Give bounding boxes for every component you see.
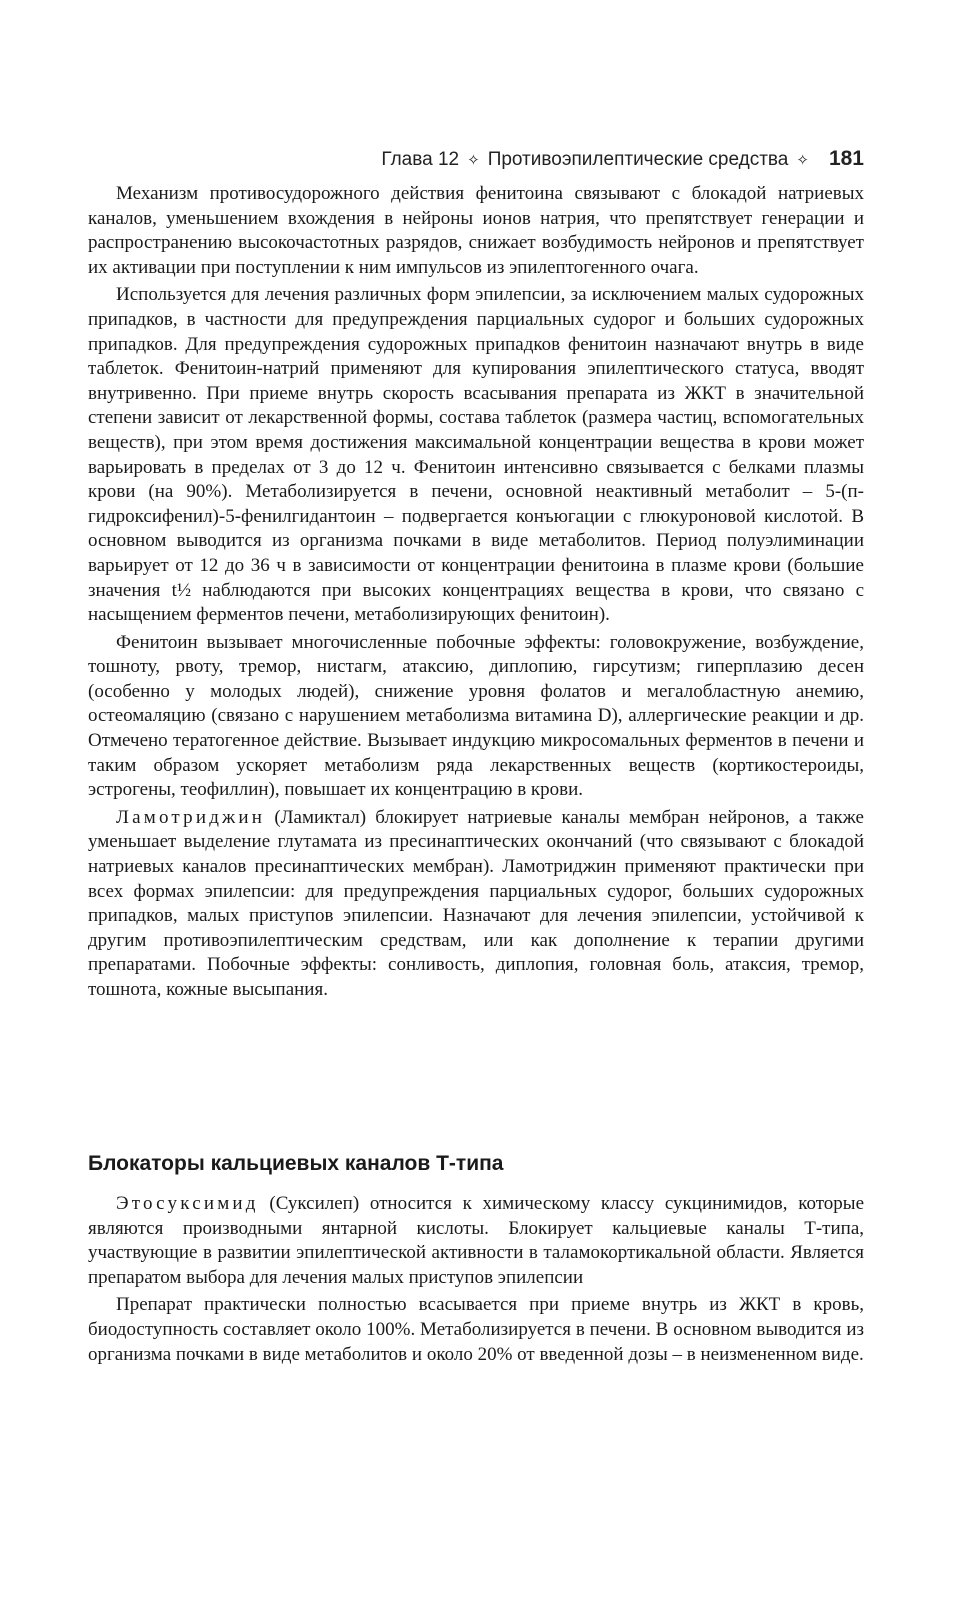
diamond-separator-icon: ✧ <box>467 152 480 169</box>
drug-name-lamotrigine: Ламотриджин <box>116 806 266 828</box>
paragraph-ethosuximide <box>88 1192 864 1290</box>
paragraph-mechanism: Механизм противосудорожного действия фенитоина связывают с блокадой натриевых каналов, уменьшением вхождения в нейроны ионов натрия, что препятствует генерации и распространению высокочастотных разрядов, снижает возбудимость нейронов и препятствует их активации при поступлении к ним импульсов из эпилептогенного очага. <box>88 183 864 278</box>
ethosuximide-text: (Суксилеп) относится к химическому классу сукцинимидов, которые являются производными янтарной кислоты. Блокирует кальциевые каналы Т-типа, участвующие в развитии эпилептической активности в таламокортикальной области. Является препаратом выбора для лечения малых приступов эпилепсии <box>88 1193 864 1288</box>
lamotrigine-text: (Ламиктал) блокирует натриевые каналы мембран нейронов, а также уменьшает выделение глутамата из пресинаптических окончаний (что связывают с блокадой натриевых каналов пресинаптических мембран). Ламотриджин применяют практически при всех формах эпилепсии: для предупреждения парциальных судорог, больших судорожных припадков, малых приступов эпилепсии. Назначают для лечения эпилепсии, устойчивой к другим противоэпилептическим средствам, или как дополнение к терапии другими препаратами. Побочные эффекты: сонливость, диплопия, головная боль, атаксия, тремор, тошнота, кожные высыпания. <box>88 806 864 1000</box>
paragraph-usage: Используется для лечения различных форм эпилепсии, за исключением малых судорожных припадков, в частности для предупреждения парциальных судорог и больших судорожных припадков. Для предупреждения судорожных припадков фенитоин назначают внутрь в виде таблеток. Фенитоин-натрий применяют для купирования эпилептического статуса, вводят внутривенно. При приеме внутрь скорость всасывания препарата из ЖКТ в значительной степени зависит от лекарственной формы, состава таблеток (размера частиц, вспомогательных веществ), при этом время достижения максимальной концентрации вещества в крови может варьировать в пределах от 3 до 12 ч. Фенитоин интенсивно связывается с белками плазмы крови (на 90%). Метаболизируется в печени, основной неактивный метаболит – 5-(п-гидроксифенил)-5-фенилгидантоин – подвергается конъюгации с глюкуроновой кислотой. В основном выводится из организма почками в виде метаболитов. Период полуэлиминации варьирует от 12 до 36 ч в зависимости от концентрации фенитоина в плазме крови (большие значения t½ наблюдаются при высоких концентрациях вещества в крови, что связано с насыщением ферментов печени, метаболизирующих фенитоин). <box>88 284 864 626</box>
page-number: 181 <box>828 147 864 170</box>
body-text-top <box>88 182 864 1003</box>
paragraph-pharmacokinetics: Препарат практически полностью всасывается при приеме внутрь из ЖКТ в кровь, биодоступность составляет около 100%. Метаболизируется в печени. В основном выводится из организма почками в виде метаболитов и около 20% от введенной дозы – в неизмененном виде. <box>88 1294 864 1365</box>
drug-name-ethosuximide: Этосуксимид <box>116 1193 259 1214</box>
diamond-separator-icon: ✧ <box>796 152 809 169</box>
chapter-label: Глава 12 <box>381 149 460 170</box>
paragraph-lamotrigine <box>88 806 864 1003</box>
running-header <box>88 146 864 174</box>
body-text-bottom <box>88 1192 864 1367</box>
section-heading: Блокаторы кальциевых каналов Т-типа <box>88 1152 504 1175</box>
chapter-title: Противоэпилептические средства <box>487 149 789 170</box>
paragraph-side-effects: Фенитоин вызывает многочисленные побочные эффекты: головокружение, возбуждение, тошноту, рвоту, тремор, нистагм, атаксию, диплопию, гирсутизм; гиперплазию десен (особенно у молодых людей), снижение уровня фолатов и мегалобластную анемию, остеомаляцию (связано с нарушением метаболизма витамина D), аллергические реакции и др. Отмечено тератогенное действие. Вызывает индукцию микросомальных ферментов в печени и таким образом ускоряет метаболизм ряда лекарственных веществ (кортикостероиды, эстрогены, теофиллин), повышает их концентрацию в крови. <box>88 631 864 801</box>
